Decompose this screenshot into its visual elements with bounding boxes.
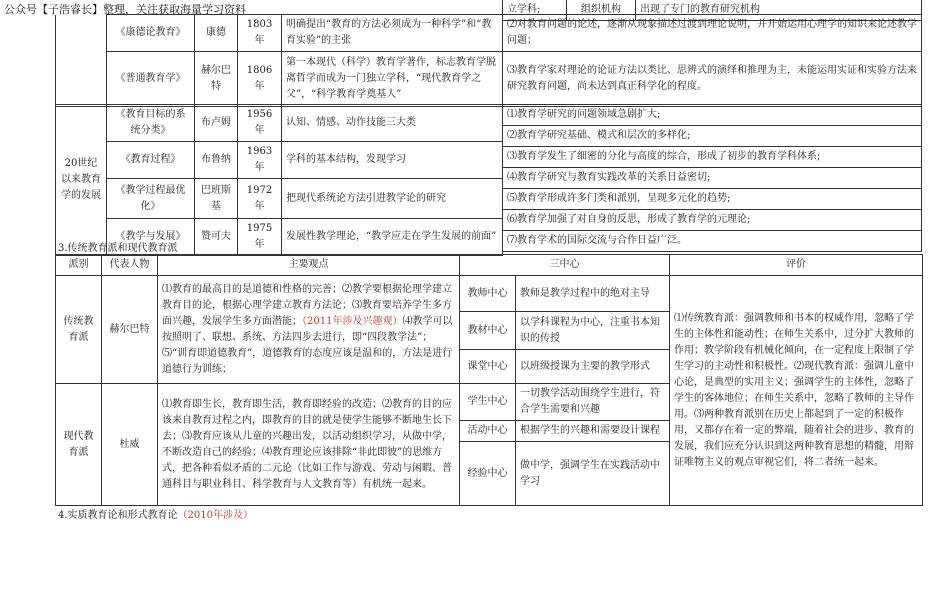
- c20-feature: ⑵教育学研究基础、模式和层次的多样化;: [503, 126, 922, 147]
- history-book: 《普通教育学》: [107, 52, 195, 107]
- c20-year: 1972年: [238, 179, 282, 219]
- center-value: 以学科课程为中心，注重书本知识的传授: [516, 312, 670, 350]
- c20-year: 1975年: [238, 219, 282, 256]
- right-note: ⑵对教育问题的论述，逐渐从现象描述过渡到理论说明，并开始运用心理学的知识来论述教学问题；: [503, 15, 922, 52]
- history-year: 1803年: [238, 15, 282, 52]
- c20-features-table: [502, 104, 922, 252]
- history-author: 赫尔巴特: [195, 52, 238, 107]
- c20-desc: 把现代系统论方法引进教学论的研究: [282, 179, 503, 219]
- history-table: [55, 14, 503, 107]
- header-centers: 三中心: [460, 255, 670, 276]
- center-key: 教材中心: [460, 312, 516, 350]
- header-school: 派别: [56, 255, 102, 276]
- section4-title: 4.实质教育论和形式教育论: [58, 510, 178, 521]
- c20-desc: 认知、情感、动作技能三大类: [282, 105, 503, 142]
- center-value: 根据学生的兴趣和需要设计课程: [516, 421, 670, 442]
- right-notes-table: [502, 14, 922, 107]
- c20-book: 《教学与发展》: [107, 219, 195, 256]
- traditional-view: [158, 276, 460, 384]
- history-year: 1806年: [238, 52, 282, 107]
- history-desc: 明确提出“教育的方法必须成为一种科学”和“教育实验”的主张: [282, 15, 503, 52]
- top-cell-2: 组织机构: [567, 0, 636, 21]
- schools-table: [55, 254, 923, 506]
- center-key: 经验中心: [460, 442, 516, 506]
- c20-author: 布鲁纳: [195, 142, 238, 179]
- top-cell-3: 出现了专门的教育研究机构: [636, 0, 922, 21]
- c20-book: 《教育过程》: [107, 142, 195, 179]
- center-value: 以班级授课为主要的教学形式: [516, 350, 670, 384]
- section4-note: （2010年涉及）: [177, 510, 253, 521]
- header-rep: 代表人物: [102, 255, 158, 276]
- center-value: 一切教学活动围绕学生进行，符合学生需要和兴趣: [516, 384, 670, 421]
- c20-year: 1963年: [238, 142, 282, 179]
- watermark-text: 公众号【子浩睿长】整理，关注获取海量学习资料: [4, 3, 246, 16]
- traditional-view-b: ⑷教学可以按照明了、联想、系统、方法四步去进行，即“四段教学法”；⑸“训育即道德教育”，道德教育的态度应该是温和的，方法是进行道德行为训练；: [162, 315, 453, 375]
- c20-feature: ⑸教育学形成许多门类和派别，呈现多元化的趋势;: [503, 189, 922, 210]
- traditional-view-a: ⑴教育的最高目的是道德和性格的完善；⑵教学要根据伦理学建立教育目的论，根据心理学建立教育方法论；⑶教育要培养学生多方面兴趣，发展学生多方面潜能；: [162, 283, 452, 327]
- c20-feature: ⑴教育学研究的问题领域急剧扩大;: [503, 105, 922, 126]
- top-cell-1: 立学科;: [503, 0, 567, 21]
- c20-feature: ⑹教育学加强了对自身的反思，形成了教育学的元理论;: [503, 210, 922, 231]
- c20-author: 巴班斯基: [195, 179, 238, 219]
- c20-desc: 学科的基本结构，发现学习: [282, 142, 503, 179]
- center-value: 教师是教学过程中的绝对主导: [516, 276, 670, 312]
- c20-book: 《教育目标的系统分类》: [107, 105, 195, 142]
- header-eval: 评价: [670, 255, 923, 276]
- history-blank-cell: [56, 15, 107, 107]
- center-key: 课堂中心: [460, 350, 516, 384]
- center-key: 活动中心: [460, 421, 516, 442]
- modern-view: ⑴教育即生长，教育即生活，教育即经验的改造；⑵教育的目的应该来自教育过程之内，即教育的目的就是使学生能够不断地生长下去；⑶教育应该从儿童的兴趣出发，以活动组织学习，从做中学，不断改造自己的经验；⑷教育理论应该排除“非此即彼”的思维方式，把各种看似矛盾的二元论（比如工作与游戏、劳动与闲暇、普通科目与职业科目、科学教育与人文教育等）有机统一起来。: [158, 384, 460, 506]
- c20-desc: 发展性教学理论，“教学应走在学生发展的前面”: [282, 219, 503, 256]
- history-desc: 第一本现代（科学）教育学著作，标志教育学脱离哲学而成为一门独立学科，“现代教育学之父”，“科学教育学奠基人”: [282, 52, 503, 107]
- c20-author: 赞可夫: [195, 219, 238, 256]
- header-view: 主要观点: [158, 255, 460, 276]
- right-note: ⑶教育学家对理论的论证方法以类比、思辨式的演绎和推理为主，未能运用实证和实验方法来研究教育问题，尚未达到真正科学化的程度。: [503, 52, 922, 107]
- evaluation-text: ⑴传统教育派：强调教师和书本的权威作用，忽略了学生的主体性和能动性；在师生关系中，过分扩大教师的作用；教学阶段有机械化倾向，在一定程度上限制了学生学习的主动性和积极性。⑵现代教育派：强调儿童中心论，是典型的实用主义；强调学生的主体性，忽略了学生的客体地位；在师生关系中，忽略了教师的主导作用。⑶两种教育派别在历史上都起到了一定的积极作用，又都存在着一定的弊端，随着社会的进步、教育的发展，我们应充分认识到这两种教育思想的精髓，用辩证唯物主义的观点审视它们，将二者统一起来。: [670, 276, 923, 506]
- history-book: 《康德论教育》: [107, 15, 195, 52]
- c20-label: 20世纪以来教育学的发展: [56, 105, 107, 256]
- center-key: 教师中心: [460, 276, 516, 312]
- traditional-rep: 赫尔巴特: [102, 276, 158, 384]
- c20-book: 《教学过程最优化》: [107, 179, 195, 219]
- c20-feature: ⑺教育学术的国际交流与合作日益广泛。: [503, 231, 922, 252]
- c20-author: 布卢姆: [195, 105, 238, 142]
- c20-feature: ⑷教育学研究与教育实践改革的关系日益密切;: [503, 168, 922, 189]
- modern-rep: 杜威: [102, 384, 158, 506]
- traditional-view-note: （2011年涉及兴趣观）: [302, 315, 403, 327]
- traditional-school: 传统教育派: [56, 276, 102, 384]
- center-key: 学生中心: [460, 384, 516, 421]
- modern-school: 现代教育派: [56, 384, 102, 506]
- center-value: 做中学，强调学生在实践活动中学习: [516, 442, 670, 506]
- c20-table: [55, 104, 503, 256]
- section4-heading: [58, 506, 253, 521]
- c20-year: 1956年: [238, 105, 282, 142]
- c20-feature: ⑶教育学发生了细密的分化与高度的综合，形成了初步的教育学科体系;: [503, 147, 922, 168]
- section3-title: 3.传统教育派和现代教育派: [58, 243, 178, 254]
- history-author: 康德: [195, 15, 238, 52]
